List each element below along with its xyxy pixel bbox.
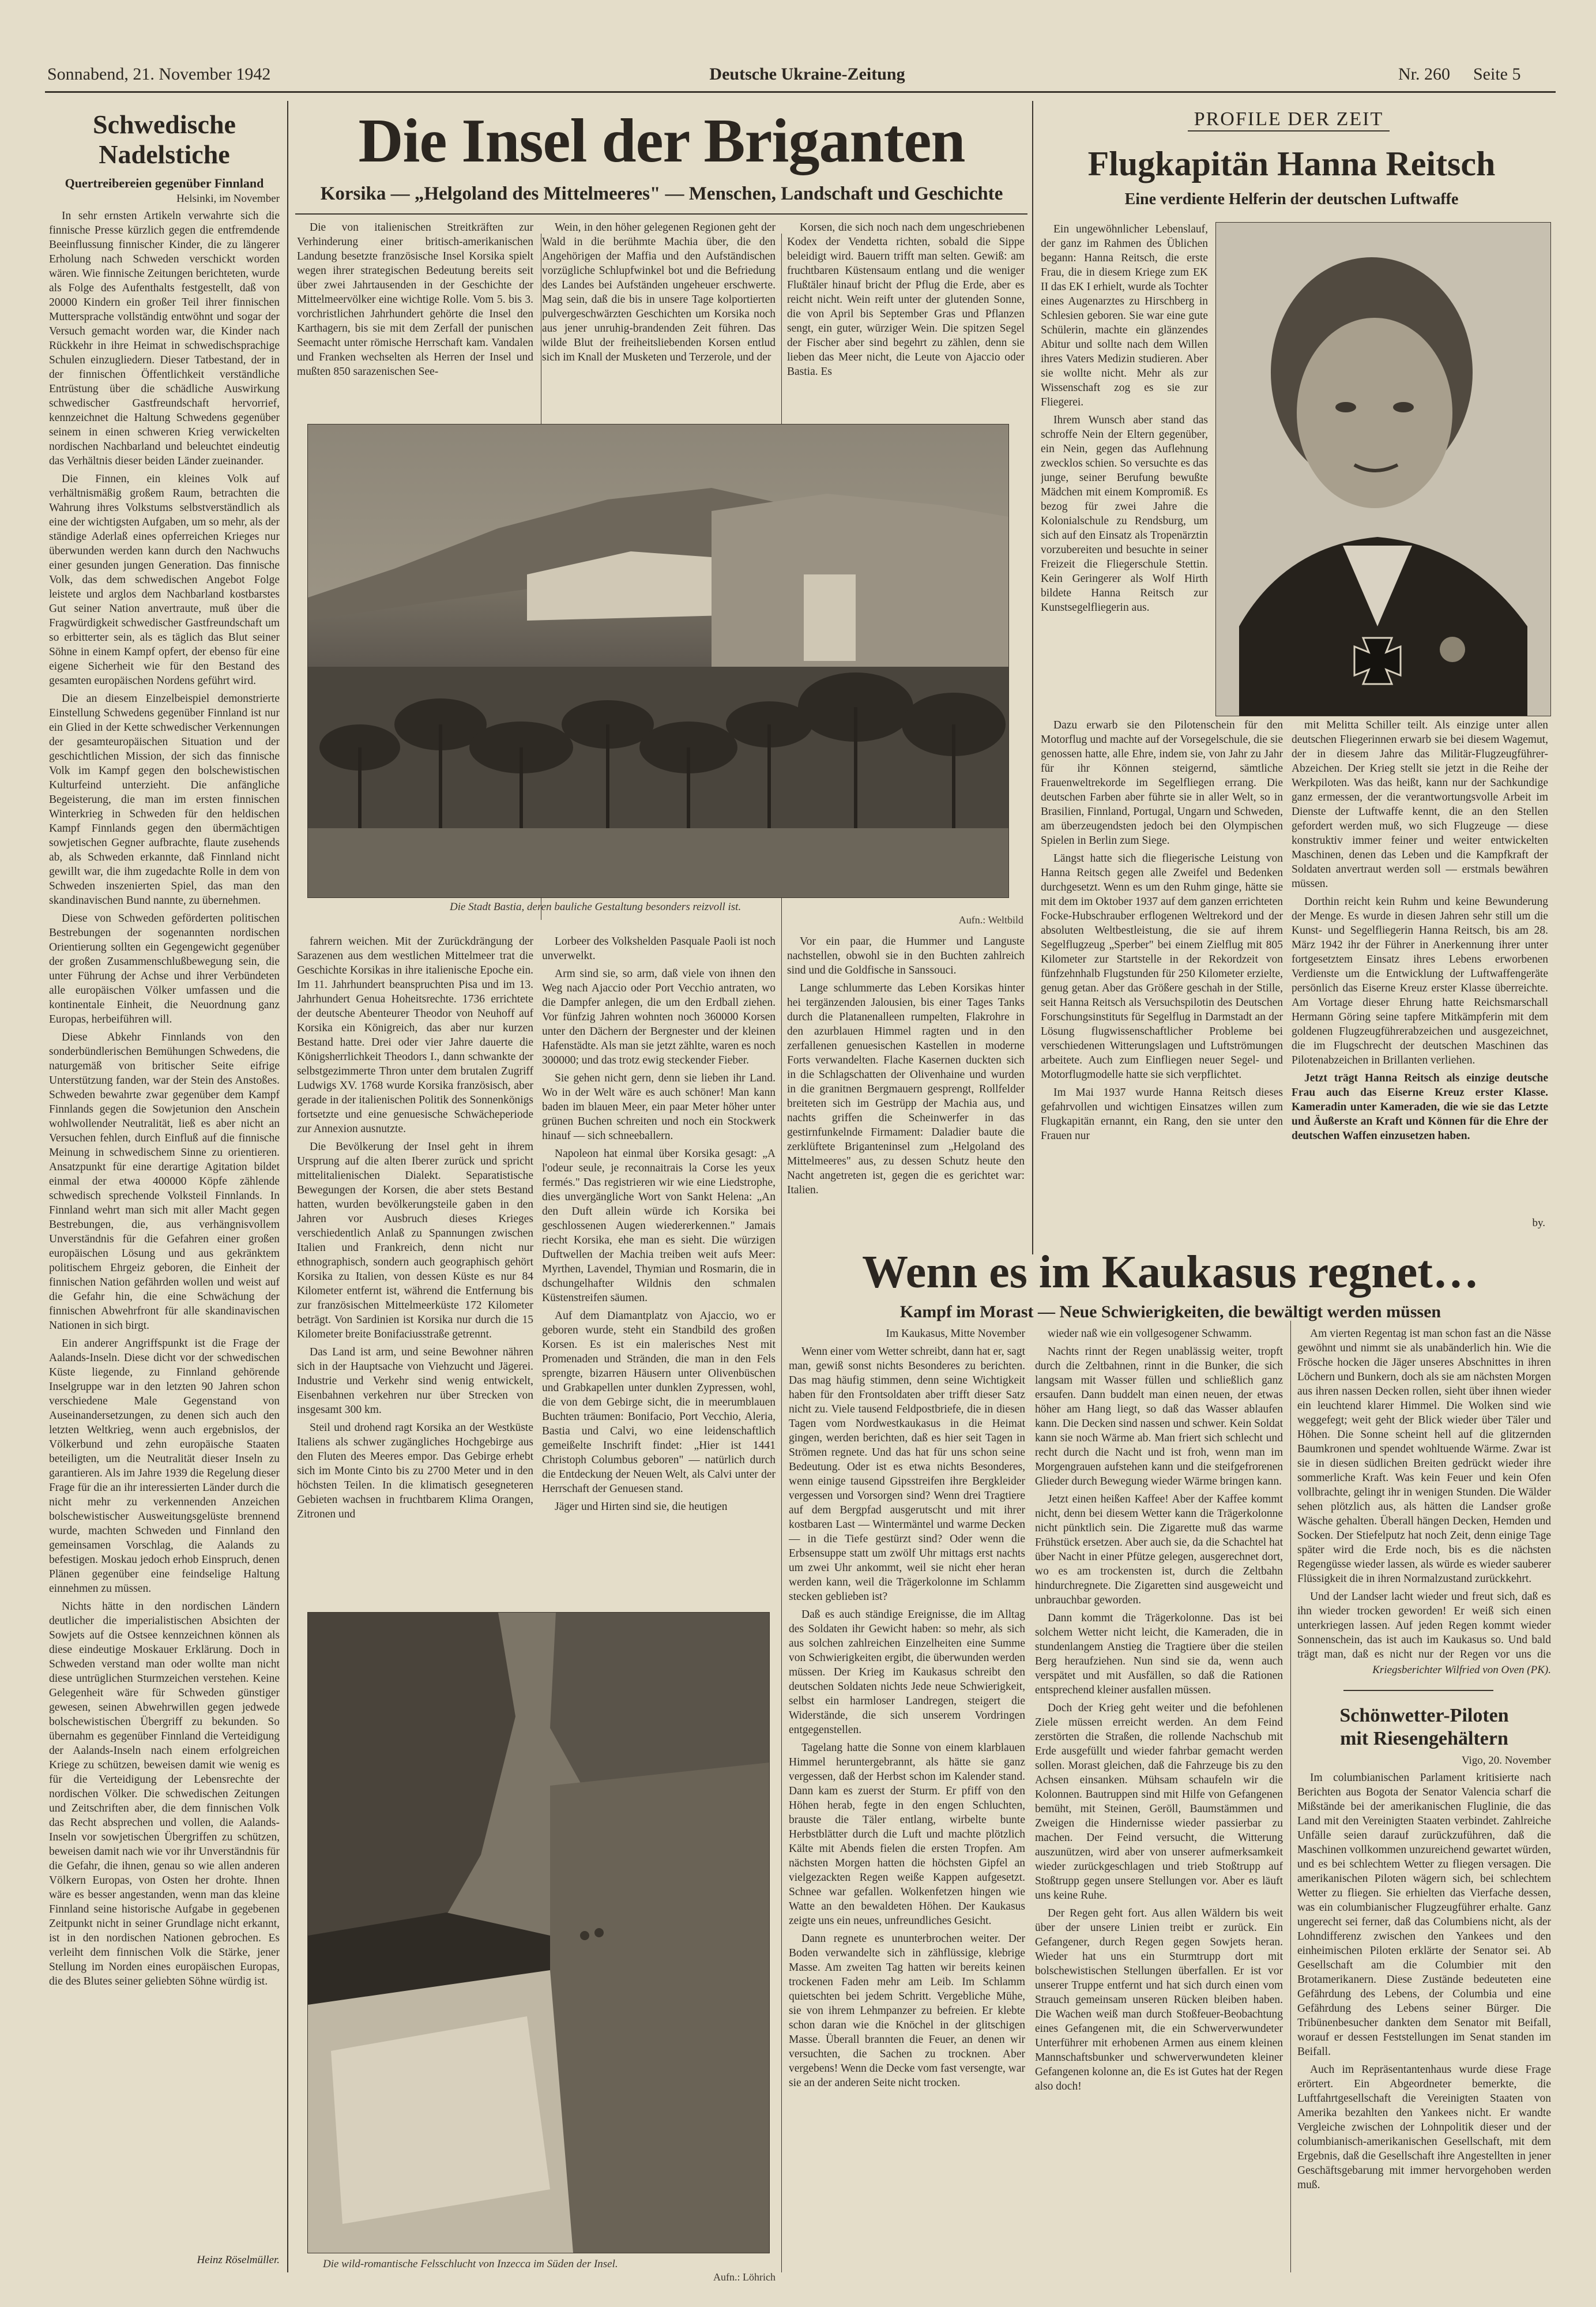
headline-pilots-line-2: mit Riesengehältern [1340, 1728, 1508, 1749]
paragraph: Am vierten Regentag ist man schon fast an die Nässe gewöhnt und nimmt sie als unabänderlich hin. Wie die Frösche hocken die Jäger unseres Abschnittes in ihren Löchern und Bunkern, doch als sie am nächsten Morgen aus ihren nassen Decken rollen, sieht über ihnen wieder ein leuchtend klarer Himmel. Die Wolken sind wie weggefegt; weit geht der Blick wieder über Täler und Höhen. Die Sonne scheint hell auf die glitzernden Baumkronen und spendet wohltuende Wärme. Zwar ist sie in diesen südlichen Breiten gedrückt wieder ihre sommerliche Kraft. Was kein Feuer und kein Ofen vollbrachte, gelingt ihr in wenigen Stunden. Die Wälder sehen plötzlich aus, als hätten die Landser große Wäsche gehalten. Überall hängen Decken, Hemden und Socken. Der Stiefelputz hat noch Zeit, denn einige Tage später wird die Erde noch, bis es die nächsten Regengüsse wieder lassen, als würde es wieder sauberer Flüssigkeit die in ihren Normalzustand zurückkehrt. [1297, 1328, 1551, 1585]
paragraph: Im columbianischen Parlament kritisierte nach Berichten aus Bogota der Senator Valencia scharf die Mißstände bei der amerikanischen Fluglinie, die das Land mit den Vereinigten Staaten verbindet. Zahlreiche Unfälle seien darauf zurückzuführen, daß die Maschinen vollkommen unzureichend gewartet würden, und es bei schlechtem Wetter zu fliegen versagen. Die amerikanischen Piloten wägern sich, bei schlechtem Wetter zu fliegen. Sie erhielten das Vierfache dessen, was ein columbianischer Flugzeugführer erhalte. Ganz ungerecht sei ferner, daß das Columbiens nicht, als der Lohndifferenz zwischen den Yankees und den einheimischen Piloten erklärte der Senator sei. Ab Gesellschaft am die Columbier mit den Brotamerikanern. Diese Zustände bedeuteten eine Gefährdung des Lebens, der Columbia und eine Gefährdung des Lebens seiner Bürger. Die Tribünenbesucher dankten dem Senator mit Beifall, worauf er dessen Feststellungen im Senat standen im Beifall. [1297, 1772, 1551, 2058]
paragraph: Napoleon hat einmal über Korsika gesagt: „A l'odeur seule, je reconnaitrais la Corse les yeux fermés." Das registrieren wir wie eine Liedstrophe, dies unvergängliche Wort von Sankt Helena: „An den Duft allein würde ich Korsika bei geschlossenen Augen wiedererkennen." Jamais riecht Korsika, ehe man es sieht. Die würzigen Duftwellen der Machia treiben weit aufs Meer: Myrthen, Lavendel, Thymian und Rosmarin, die in dschungelhafter Wildnis den schmalen Küstenstreifen säumen. [542, 1148, 776, 1304]
paragraph: Doch der Krieg geht weiter und die befohlenen Ziele müssen erreicht werden. An dem Feind zerstörten die Straßen, die rollende Nachschub mit Erde ausgefüllt und wieder fahrbar gemacht werden sollen. Morast gleichen, daß die Fahrzeuge bis zu den Achsen einsanken. Mühsam schaufeln wir die Kolonnen. Bautruppen sind mit Hilfe von Gefangenen bemüht, mit Steinen, Geröll, Baumstämmen und Zweigen die Hindernisse wieder passierbar zu machen. Der Feind versucht, die Witterung auszunützen, wird aber von unserer aufmerksamkeit wieder zurückgeschlagen und trieb Stoßtrupp auf Stoßtrupp gegen unsere Stellungen vor. Aber es läuft uns keine Ruhe. [1035, 1702, 1283, 1902]
paragraph: Das Land ist arm, und seine Bewohner nähren sich in der Hauptsache von Viehzucht und Jägerei. Industrie und Verkehr sind wenig entwickelt, Eisenbahnen verkehren nur über Strecken von insgesamt 300 km. [297, 1346, 533, 1416]
paragraph: Ihrem Wunsch aber stand das schroffe Nein der Eltern gegenüber, ein Nein, gegen das Auflehnung zwecklos schien. So versuchte es das junge, seiner Berufung bewußte Mädchen mit einem Kompromiß. Es bezog für zwei Jahre die Kolonialschule zu Rendsburg, um sich auf den Einsatz als Tropenärztin vorzubereiten und besuchte in seiner Freizeit die Fliegerschule Stettin. Kein Geringerer als Wolf Hirth bildete Hanna Reitsch zur Kunstsegelfliegerin aus. [1041, 414, 1208, 614]
paragraph: Dann regnete es ununterbrochen weiter. Der Boden verwandelte sich in zähflüssige, klebrige Masse. Am zweiten Tag hatten wir bereits keinen trockenen Faden mehr am Leib. Im Schlamm quietschten bei jedem Schritt. Vergebliche Mühe, sie von ihrem Lehmpanzer zu befreien. Er klebte schon daran wie die Knöchel in der glitschigen Masse. Überall brannten die Feuer, an denen wir versuchten, die Sachen zu trocknen. Aber vergebens! Wenn die Decke vom fast versengte, war sie an der anderen Seite nicht trocken. [789, 1933, 1025, 2089]
paragraph: Dann kommt die Trägerkolonne. Das ist bei solchem Wetter nicht leicht, die Kameraden, die in stundenlangem Anstieg die Tragtiere über die steilen Berg heraufziehen. Nun sind sie da, wenn auch verspätet und mit Ausfällen, so daß die Rationen entsprechend kleiner ausfallen müssen. [1035, 1612, 1283, 1696]
corsica-text-col-6 [787, 934, 1025, 1240]
headline-main: Die Insel der Briganten [358, 107, 965, 175]
paragraph: Sie gehen nicht gern, denn sie lieben ihr Land. Wo in der Welt wäre es auch schöner! Man kann baden im blauen Meer, ein paar Meter höher unter grünen Buchen schreiten und noch ein Stockwerk hinauf — sich schneeballern. [542, 1072, 776, 1142]
photo-inzecca [307, 1612, 770, 2253]
paragraph: Ein anderer Angriffspunkt ist die Frage der Aalands-Inseln. Diese dicht vor der schwedischen Küste liegende, zu Finnland gehörende Inselgruppe war in den letzten 90 Jahren schon verschiedene Male Gegenstand von Auseinandersetzungen, zu denen sich auch den letzten Weltkrieg, wenn auch ergebnislos, der Völkerbund und zehn europäische Staaten beteiligten, um die Neutralität dieser Inseln zu garantieren. Als im Jahre 1939 die Regelung dieser Frage für die an ihr interessierten Länder durch die nicht mehr zu verkennenden Anzeichen bolschewistischer Ausweitungsgelüste brennend wurde, machten Schweden und Finnland den gemeinsamen Vorschlag, die Aalands zu befestigen. Moskau jedoch erhob Einspruch, denen Plänen gegenüber eine feindselige Haltung einnehmen zu müssen. [49, 1337, 280, 1595]
kaukasus-text-col-a [789, 1327, 1025, 2278]
paragraph: Der Regen geht fort. Aus allen Wäldern bis weit über der unsere Linien treibt er zurück. Ein Gefangener, durch Regen gegen Sowjets heran. Wieder hat uns ein Sturmtrupp dort mit bolschewistischen Stellungen überfallen. Er ist vor unserer Truppe entfernt und hat sich durch einen vom Strauch gemeinsam unseren Rücken bleiben haben. Die Wachen weiß man durch Stoßfeuer-Beobachtung eines Gefangenen mit, die ein Schwerverwundeter Unterführer mit erhobenen Armen aus einem kleinen Mannschaftsbunker und schwerverwundeten kleiner Gefangenen kolonne an, die Es ist Gutes hat der Regen also doch! [1035, 1907, 1283, 2092]
paragraph: Lange schlummerte das Leben Korsikas hinter hei tergänzenden Jalousien, bis einer Tages Tanks durch die Platanenalleen rumpelten, Flakrohre in den azurblauen Himmel ragten und in den zerfallenen genuesischen Kastellen in moderne Forts verwandelten. Flache Kasernen duckten sich in die Schlagschatten der Olivenhaine und wurden in die granitnen Bergmauern gesprengt, Rollfelder breiteten sich im Gestrüpp der Machia aus, und nachts griffen die Scheinwerfer in das gestirnfunkelnde Firmament: Daladier baute die zerklüftete Briganteninsel zum „Helgoland des Mittelmeeres" aus, zu dessen Schutz heute den Nacht angetreten ist, gegen die es gerichtet war: Italien. [787, 982, 1025, 1196]
dateline-kaukasus: Im Kaukasus, Mitte November [886, 1328, 1025, 1340]
article-pilots [1297, 1771, 1551, 2278]
paragraph: Daß es auch ständige Ereignisse, die im Alltag des Soldaten ihr Gewicht haben: so mehr, als sich aus solchen zahlreichen Einzelheiten eine Summe von Schwierigkeiten ergibt, die überwunden werden müssen. Der Krieg im Kaukasus schreibt den deutschen Soldaten nichts Jede neue Schwierigkeit, selbst ein harmloser Landregen, steigert die Widerstände, die sich unserem Vordringen entgegenstellen. [789, 1609, 1025, 1736]
paragraph: Nichts hätte in den nordischen Ländern deutlicher die imperialistischen Absichten der Sowjets auf die Ostsee kennzeichnen können als diese eindeutige Moskauer Erklärung. Doch in Schweden verstand man oder wollte man nicht diese untrüglichen Sturmzeichen verstehen. Keine Gelegenheit wäre für Schweden günstiger gewesen, seinen Abwehrwillen gegen jedwede bolschewistischen Übergriff zu bekunden. So übernahm es gegenüber Finnland die Verteidigung der Aalands-Inseln nach einem erfolgreichen Kriege zu schützen, beweisen damit wie wenig es für die Verteidigung der Lebensrechte der nordischen Völker. Die schwedischen Zeitungen und Zeitschriften aber, die dem finnischen Volk das Recht absprechen und vollen, die Aalands-Inseln vor sowjetischen Übergriffen zu schützen, beweisen damit nach wie vor ihr Unverständnis für die Gefahr, die ihnen, genau so wie allen anderen Völkern Europas, von Osten her drohte. Ihnen wäre es besser angestanden, wenn man das kleine Finnland seine historische Aufgabe in gegebenen Zeitpunkt nicht in seiner Grundlage nicht erkannt, ist in den nordischen Nationen gebrochen. Es verleiht dem finnischen Volk die Stärke, jener Stellung im Norden eines europäischen Europas, die des Blutes seiner geliebten Söhne würdig ist. [49, 1600, 280, 1987]
subhead-kaukasus: Kampf im Morast — Neue Schwierigkeiten, die bewältigt werden müssen [899, 1302, 1441, 1321]
paragraph: Korsen, die sich noch nach dem ungeschriebenen Kodex der Vendetta richten, sobald die Sippe beleidigt wird. Bauern trifft man selten. Gewiß: am fruchtbaren Küstensaum entlang und die weniger Flußtäler hinauf bricht der Pflug die Erde, aber es reicht nicht. Wein reift unter der glutenden Sonne, die von April bis September Gras und Pflanzen sengt, ein guter, würziger Wein. Die spitzen Segel der Fischer aber sind begehrt zu zählen, denn sie lieben das Meer nicht, die Leute von Ajaccio oder Bastia. Es [787, 221, 1025, 378]
paragraph: Dazu erwarb sie den Pilotenschein für den Motorflug und machte auf der Vorsegelschule, die sie genossen hatte, alle Ehre, indem sie, von Jahr zu Jahr für ihr Können steigernd, sämtliche Frauenweltrekorde im Segelfliegen errang. Die deutschen Farben aber führte sie in aller Welt, so in Brasilien, Finnland, Portugal, Ungarn und Schweden, am überzeugendsten jedoch bei den Olympischen Spielen in Berlin zum Siege. [1041, 719, 1283, 847]
column-rule-left [287, 101, 288, 2272]
paragraph: Jetzt einen heißen Kaffee! Aber der Kaffee kommt nicht, denn bei diesem Wetter kann die Trägerkolonne nicht pünktlich sein. Die Zigarette muß das warme Frühstück ersetzen. Aber auch sie, da die Schachtel hat über Nacht in einer Pfütze gelegen, ausgerechnet dort, wo es am trockensten ist, durch die Zeltbahn hindurchregnete. Die Zigaretten sind ausgeweicht und unbrauchbar geworden. [1035, 1493, 1283, 1606]
headline-reitsch: Flugkapitän Hanna Reitsch [1087, 145, 1496, 183]
newspaper-title: Deutsche Ukraine-Zeitung [709, 65, 905, 84]
paragraph: Längst hatte sich die fliegerische Leistung von Hanna Reitsch gegen alle Zweifel und Bedenken durchgesetzt. Wenn es um den Ruhm ginge, hätte sie mit dem im Oktober 1937 auf dem ganzen errichteten Focke-Hubschrauber erflogenen Weltrekord und der absoluten Weltbestleistung, die sie auf ihrem Segelflugzeug „Sperber" bei einem Zielflug mit 805 Kilometer zur Startstelle in der Rekordzeit von fünfzehnhalb Flugstunden für 250 Kilometer erzielte, genug getan. Aber das Größere geschah in der Stille, seit Hanna Reitsch als Versuchspilotin des Deutschen Forschungsinstituts für Segelflug in Darmstadt an der Lösung flugwissenschaftlicher Probleme bei verschiedenen Witterungslagen und Luftströmungen arbeitete. Auch zum Einfliegen neuer Segel- und Motorflugmodelle hatte sie sich verpflichtet. [1041, 852, 1283, 1081]
portrait-image [1216, 223, 1550, 716]
paragraph: Auf dem Diamantplatz von Ajaccio, wo er geboren wurde, steht ein Standbild des großen Korsen. Es ist ein malerisches Nest mit Promenaden und Stränden, die man in den Fels sprengte, bizarren Häusern unter Olivenbüschen und Grabkapellen unter dunklen Zypressen, wohl, die von dem Gebirge sicht, die in meerumblauen Buchten träumen: Bonifacio, Port Vecchio, Aleria, Bastia und Calvi, wo eine leidenschaftlich gemeißelte Inschrift findet: „Hier ist 1441 Christoph Columbus geboren" — natürlich durch die Entdeckung der Neuen Welt, als Calvi unter der Herrschaft der Genuesen stand. [542, 1310, 776, 1495]
headline-left-line-2: Nadelstiche [99, 140, 230, 169]
headline-pilots-line-1: Schönwetter-Piloten [1339, 1705, 1509, 1726]
paragraph: Die Bevölkerung der Insel geht in ihrem Ursprung auf die alten Iberer zurück und spricht mittelitalienischen Dialekt. Separatistische Bewegungen der Korsen, die aber stets Bestand hatten, wurden bevölkerungsteile gaben in den Jahren vor Ausbruch dieses Krieges verschiedentlich Anlaß zu Spannungen zwischen Italien und Frankreich, denn nicht nur ethnographisch, sondern auch geographisch gehört Korsika zu Italien, von dessen Küste es nur 84 Kilometer entfernt ist, während die Entfernung bis zur französischen Mittelmeerküste 172 Kilometer beträgt. Von Sardinien ist Korsika nur durch die 15 Kilometer breite Bonifaciusstraße getrennt. [297, 1141, 533, 1340]
paragraph: Vor ein paar, die Hummer und Languste nachstellen, obwohl sie in den Buchten zahlreich sind und die Goldfische in Sanssouci. [787, 935, 1025, 976]
paragraph: In sehr ernsten Artikeln verwahrte sich die finnische Presse kürzlich gegen die entfremdende Beeinflussung finnischer Kinder, die zu längerer Erholung nach Schweden verschickt worden wären. Wie finnische Zeitungen berichteten, wurde als Folge des Aufenthalts festgestellt, daß von 20000 Kindern ein großer Teil ihrer finnischen Muttersprache vollständig entwöhnt und sogar der Versuch gemacht worden war, die Kinder nach Rückkehr in ihre Heimat in schwedischsprachige Schulen einzugliedern. Dieser Tatbestand, der in der finnischen Öffentlichkeit verständliche Entrüstung über die schädliche Auswirkung schwedischer Gastfreundschaft hervorrief, kennzeichnet die Haltung Schwedens gegenüber seinem in einen schweren Krieg verwickelten nordischen Nachbarland und beleuchtet eindeutig das Verhältnis dieser beiden Länder zueinander. [49, 210, 280, 467]
issue-number: Nr. 260 [1398, 65, 1450, 84]
photo-inzecca-credit: Aufn.: Löhrich [713, 2271, 776, 2283]
column-rule [1290, 1321, 1291, 2272]
paragraph: Jäger und Hirten sind sie, die heutigen [555, 1501, 728, 1513]
headline-kaukasus: Wenn es im Kaukasus regnet… [862, 1247, 1479, 1298]
paragraph: Diese von Schweden geförderten politischen Bestrebungen der sogenannten nordischen Orientierung sollten ein Gegengewicht gegenüber der großen Zusammenschlußbewegung sein, die unter Führung der Achse und ihrer Verbündeten alle europäischen Völker umfassen und die kontinentale Einheit, die Neuordnung ganz Europas, herbeiführen will. [49, 912, 280, 1025]
corsica-text-col-1 [297, 220, 533, 416]
bastia-harbour-image [308, 424, 1008, 897]
paragraph: Diese Abkehr Finnlands von den sonderbündlerischen Bemühungen Schwedens, die naturgemäß von britischer Seite eifrige Unterstützung fanden, war der Stein des Anstoßes. Schweden bewahrte zwar gegenüber dem Kampf Finnlands gegen die Sowjetunion den Anschein wohlwollender Neutralität, ließ es aber nicht an Versuchen fehlen, durch Einfluß auf die finnische Meinung in schwedischem Sinne zu orientieren. Ansatzpunkt für eine derartige Agitation bildet einmal der etwa 400000 Köpfe zählende schwedisch sprechende Volksteil Finnlands. In Finnland wehrt man sich mit aller Macht gegen Bestrebungen, die, aus verhängnisvollem Unverständnis für die Gefahren einer großen europäischen Lösung und aus gekränktem politischem Ehrgeiz geboren, die Einheit der finnischen Nation gefährden wollen und weist auf die Gefahr hin, die eine Schwächung der finnischen Abwehrfront für alle skandinavischen Nationen in sich birgt. [49, 1031, 280, 1332]
paragraph: Im Mai 1937 wurde Hanna Reitsch dieses gefahrvollen und wichtigen Einsatzes willen zum Flugkapitän ernannt, ein Rang, den sie unter den Frauen nur [1041, 1087, 1283, 1142]
paragraph: Wein, in den höher gelegenen Regionen geht der Wald in die berühmte Machia über, die den Angehörigen der Maffia und den Aufständischen vorzügliche Schlupfwinkel bot und die Befriedung des Landes bei Aufständen ungeheuer erschwerte. Mag sein, daß die bis in unsere Tage kolportierten pulvergeschwärzten Geschichten um Korsika noch aus jener unruhig-brandenden Zeit führen. Das wilde Blut der freiheitsliebenden Korsen entlud sich im Knall der Musketen und Terzerole, und der [542, 221, 776, 363]
paragraph: wieder naß wie ein vollgesogener Schwamm. [1048, 1328, 1252, 1340]
author-left: Heinz Röselmüller. [197, 2254, 280, 2266]
paragraph: Dorthin reicht kein Ruhm und keine Bewunderung der Menge. Es wurde in diesen Jahren sehr still um die Kunst- und Segelfliegerin Hanna Reitsch, bis am 28. März 1942 ihr der Führer in Anerkennung ihrer unter fortgesetztem Einsatz ihres Lebens erworbenen Verdienste um die Entwicklung der Luftwaffengeräte persönlich das Eiserne Kreuz erster Klasse überreichte. Am Vortage dieser Ehrung hatte Reichsmarschall Hermann Göring seine tapfere Mitkämpferin mit dem goldenen Flugzeugführerabzeichen und ausgezeichnet, die im Flugschrecht der deutschen Maschinen das Pilotenabzeichen in Brillanten verliehen. [1292, 896, 1548, 1066]
masthead-rule [45, 91, 1556, 93]
article-swedish [49, 209, 280, 2253]
kaukasus-text-col-b [1035, 1327, 1283, 2278]
author-kaukasus: Kriegsberichter Wilfried von Oven (PK). [1372, 1664, 1551, 1676]
corsica-text-col-5 [542, 934, 776, 1603]
paragraph: fahrern weichen. Mit der Zurückdrängung der Sarazenen aus dem westlichen Mittelmeer trat die Geschichte Korsikas in ihre italienische Epoche ein. Im 11. Jahrhundert beanspruchten Pisa und im 13. Jahrhundert Genua Hoheitsrechte. 1736 errichtete der deutsche Abenteurer Theodor von Neuhoff auf Korsika ein Königreich, das aber nur kurzen Bestand hatte. Drei oder vier Jahre dauerte die Königsherrlichkeit Theodors I., dann schwankte der selbstgezimmerte Thron unter dem brutalen Zugriff Ludwigs XV. 1768 wurde Korsika französisch, aber gerade in der italienischen Politik des Sonnenkönigs fortsetzte und eine genuesische Schwächeperiode zur Annexion ausnutzte. [297, 935, 533, 1135]
reitsch-text-col-a [1041, 718, 1283, 1237]
photo-inzecca-caption: Die wild-romantische Felsschlucht von Inzecca im Süden der Insel. [323, 2258, 618, 2270]
paragraph: Arm sind sie, so arm, daß viele von ihnen den Weg nach Ajaccio oder Port Vecchio antraten, wo die Dampfer anlegen, die um den Erdball ziehen. Vor fünfzig Jahren wohnten noch 360000 Korsen unter den Dächern der Bergnester und der kleinen Hafenstädte. Als man sie jetzt zählte, waren es noch 300000; und das trotz ewig steckender Fieber. [542, 968, 776, 1066]
issue-date: Sonnabend, 21. November 1942 [47, 65, 271, 84]
paragraph: Ein ungewöhnlicher Lebenslauf, der ganz im Rahmen des Üblichen begann: Hanna Reitsch, die erste Frau, die in diesem Kriege zum EK II das EK I erhielt, wurde als Tochter eines Augenarztes zu Hirschberg in Schlesien geboren. Sie war eine gute Schülerin, machte ein glänzendes Abitur und sollte nach dem Willen ihres Vaters Medizin studieren. Aber sie wollte nicht. Mehr als zur Wissenschaft zog es sie zur Fliegerei. [1041, 223, 1208, 408]
paragraph: mit Melitta Schiller teilt. Als einzige unter allen deutschen Fliegerinnen erwarb sie bei diesem Wagemut, der in diesem Jahre das Militär-Flugzeugführer-Abzeichen. Der Krieg stellt sie jetzt in die Reihe der Werkpiloten. Was das heißt, kann nur der Sachkundige ganz ermessen, der die verantwortungsvolle Arbeit im Dienste der Luftwaffe kennt, die an den Stellen gefordert werden muß, wo sich Flugzeuge — diese konstruktiv immer feiner und weiter entwickelten Maschinen, denen das Leben und die Kampfkraft der Soldaten anvertraut werden soll — erstmals bewähren müssen. [1292, 719, 1548, 890]
photo-bastia [307, 424, 1009, 898]
dateline-pilots: Vigo, 20. November [1461, 1754, 1551, 1767]
headline-rule [295, 213, 1027, 215]
portrait-hanna-reitsch [1215, 222, 1551, 716]
paragraph: Wenn einer vom Wetter schreibt, dann hat er, sagt man, gewiß sonst nichts Besonderes zu berichten. Das mag häufig stimmen, denn seine Wichtigkeit haben für den Frontsoldaten aber trifft dieser Satz nicht zu. Viele tausend Feldpostbriefe, die in diesen Tagen vom Nordwestkaukasus in die Heimat gingen, werden berichten, daß es hier seit Tagen in Strömen regnete. Und das hat für uns schon seine Bedeutung. Oder ist es etwa nichts Besonderes, wenn einige tausend Gipsstreifen ihre Bergkleider vergessen und Vorsorgen sind? Wenn drei Tragtiere auf dem Bergpfad ausgerutscht und mit ihrer kostbaren Last — Wintermäntel und warme Decken — in die Tiefe gestürzt sind? Oder wenn die Erbsensuppe statt um zwölf Uhr mittags erst nachts um zwei Uhr ankommt, weil sie nicht eher heran werden kann, weil die Trägerkolonne im Schlamm stecken geblieben ist? [789, 1346, 1025, 1603]
page-number: Seite 5 [1473, 65, 1521, 84]
corsica-text-col-3 [787, 220, 1025, 416]
headline-left-line-1: Schwedische [93, 110, 236, 139]
section-kicker: PROFILE DER ZEIT [1188, 108, 1390, 131]
subhead-main: Korsika — „Helgoland des Mittelmeeres" — Menschen, Landschaft und Geschichte [320, 183, 1003, 204]
byline-reitsch: by. [1532, 1217, 1545, 1229]
paragraph: Nachts rinnt der Regen unablässig weiter, tropft durch die Zeltbahnen, rinnt in die Bunker, die sich langsam mit Wasser füllen und schließlich ganz ersaufen. Dann buddelt man einen neuen, der etwas höher am Hang liegt, so daß das Wasser ablaufen kann. Die Decken sind nassen und schwer. Kein Soldat kann sie noch Wärme ab. Man friert sich schlecht und recht durch die Nacht und ist froh, wenn man im Morgengrauen aufstehen kann und die steifgefrorenen Glieder durch Bewegung wieder Wärme bringen kann. [1035, 1346, 1283, 1487]
paragraph: Tagelang hatte die Sonne von einem klarblauen Himmel heruntergebrannt, als hätte sie ganz vergessen, daß der Herbst schon im Kalender stand. Dann kam es zuerst der Sturm. Er pfiff von den Höhen herab, fegte in den engen Schluchten, brauste die Täler entlang, wirbelte bunte Herbstblätter durch die Luft und machte plötzlich Kälte mit Abends fielen die ersten Tropfen. Am nächsten Morgen hatten die höchsten Gipfel an vielgezackten Regen weiße Kappen aufgesetzt. Schnee war gefallen. Wolkenfetzen hingen wie Watte an den bewaldeten Höhen. Der Kaukasus zeigte uns ein neues, unfreundliches Gesicht. [789, 1742, 1025, 1927]
corsica-text-col-2 [542, 220, 776, 416]
photo-bastia-credit: Aufn.: Weltbild [958, 914, 1023, 926]
headline-pilots [1297, 1704, 1551, 1750]
article-divider [1343, 1690, 1493, 1691]
gorge-image [308, 1613, 769, 2253]
paragraph: Die an diesem Einzelbeispiel demonstrierte Einstellung Schwedens gegenüber Finnland ist nur ein Glied in der Kette schwedischer Verkennungen der gesamteuropäischen Situation und der geschichtlichen Mission, der sich das finnische Volk im Kampf gegen den bolschewistischen Kulturfeind unterzieht. Die anfängliche Begeisterung, die man im ersten finnischen Winterkrieg in Schweden für den heldischen Kampf Finnlands gegen den übermächtigen sowjetischen Gegner aufbrachte, flaute zusehends ab, als Schweden erkannte, daß Finnland nicht gewillt war, die ihm zugedachte Rolle in dem von Schweden inszenierten Spiel, das man den skandinavischen Bund nannte, zu übernehmen. [49, 693, 280, 907]
subhead-left: Quertreibereien gegenüber Finnland [65, 176, 264, 190]
paragraph: Und der Landser lacht wieder und freut sich, daß es ihn wieder trocken geworden! Er weiß sich einen unterkriegen lassen. Auf jeden Regen kommt wieder Sonnenschein, das ist auch im Kaukasus so. Und bald trägt man, daß es nicht nur der Regen vor uns die [1297, 1591, 1551, 1660]
paragraph: Die von italienischen Streitkräften zur Verhinderung einer britisch-amerikanischen Landung besetzte französische Insel Korsika spielt wegen ihrer strategischen Bedeutung bereits seit über zwei Jahrtausenden in der Geschichte der Mittelmeervölker eine wichtige Rolle. Vom 5. bis 3. vorchristlichen Jahrhundert gehörte die Insel den Karthagern, bis sie mit dem Zerfall der punischen Seemacht unter römische Herrschaft kam. Vandalen und Franken wechselten als Herren der Insel und mußten 850 sarazenischen See- [297, 221, 533, 378]
photo-bastia-caption: Die Stadt Bastia, deren bauliche Gestaltung besonders reizvoll ist. [450, 901, 741, 913]
kaukasus-text-col-c [1297, 1327, 1551, 1661]
subhead-reitsch: Eine verdiente Helferin der deutschen Luftwaffe [1124, 190, 1459, 208]
column-rule-right [1032, 101, 1033, 1254]
reitsch-text-narrow [1041, 222, 1208, 715]
paragraph: Steil und drohend ragt Korsika an der Westküste Italiens als schwer zugängliches Hochgebirge aus den Fluten des Meeres empor. Das Gebirge erhebt sich im Monte Cinto bis zu 2700 Meter und in den höchsten Teilen. In die klimatisch gesegneteren Gebieten wachsen in fruchtbarem Klima Orangen, Zitronen und [297, 1422, 533, 1520]
dateline-left: Helsinki, im November [176, 193, 280, 205]
paragraph: Die Finnen, ein kleines Volk auf verhältnismäßig großem Raum, betrachten die Wahrung ihres Volkstums selbstverständlich als eine der wichtigsten Aufgaben, um so mehr, als der ständige Aderlaß eines opferreichen Krieges nur überwunden werden kann durch den Nachwuchs einer gesunden jungen Generation. Das finnische Volk, das dem schwedischen Angebot Folge leistete und arglos dem Nachbarland kostbarstes Gut seiner Nation anvertraute, muß über die Fragwürdigkeit schwedischer Gastfreundschaft um so erbitterter sein, als es täglich das Blut seiner Söhne in einem Kampf opfert, der ebenso für eine eigene Sicherheit wie für den Bestand des gesamten europäischen Nordens geführt wird. [49, 473, 280, 687]
paragraph: Lorbeer des Volkshelden Pasquale Paoli ist noch unverwelkt. [542, 935, 776, 962]
paragraph: Auch im Repräsentantenhaus wurde diese Frage erörtert. Ein Abgeordneter bemerkte, die Luftfahrtgesellschaft die Vereinigten Staaten von Amerika bezahlten den Yankees nicht. Er wandte Vergleiche zwischen der Lohnpolitik dieser und der columbianisch-amerikanischen Gesellschaft, mit dem Ergebnis, daß die Gesellschaft ihre Angestellten in jener Geschäftsgebarung mit immer hervorgehoben werden muß. [1297, 2064, 1551, 2191]
paragraph: Jetzt trägt Hanna Reitsch als einzige deutsche Frau auch das Eiserne Kreuz erster Klasse. Kameradin unter Kameraden, die wie sie das Letzte und Äußerste an Kraft und Können für die Ehre der deutschen Waffen einzusetzen haben. [1292, 1072, 1548, 1142]
headline-left [49, 110, 280, 170]
reitsch-text-col-b [1292, 718, 1548, 1214]
